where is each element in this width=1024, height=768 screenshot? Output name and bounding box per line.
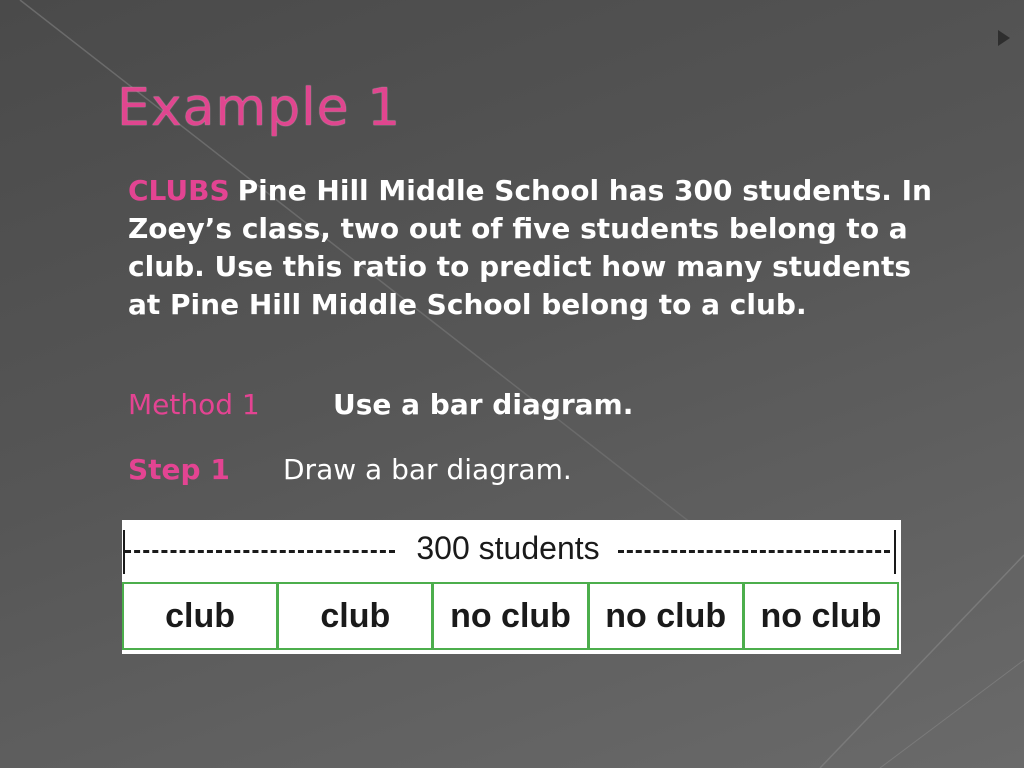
- part-cell: club: [279, 584, 434, 648]
- total-bracket: [122, 520, 901, 578]
- problem-text: Pine Hill Middle School has 300 students. In Zoey’s class, two out of five students belong to a club. Use this ratio to predict how many students at Pine Hill Middle School belong to a club.: [128, 174, 932, 321]
- part-cell: no club: [590, 584, 745, 648]
- part-cell: no club: [760, 596, 882, 635]
- bracket-left-dashes: [125, 550, 395, 553]
- bar-diagram: [122, 520, 901, 654]
- part-cell: no club: [434, 584, 589, 648]
- step-tag: Step 1: [128, 453, 230, 486]
- problem-tag: CLUBS: [128, 174, 230, 207]
- parts-row: [122, 582, 899, 650]
- bracket-right-tick: [894, 530, 896, 574]
- step-text: Draw a bar diagram.: [283, 453, 572, 486]
- bracket-right-dashes: [618, 550, 890, 553]
- method-tag: Method 1: [128, 388, 260, 421]
- step-row: [128, 451, 572, 489]
- slide-title: Example 1: [117, 78, 402, 138]
- problem-statement: [128, 172, 948, 324]
- part-cell: club: [124, 584, 279, 648]
- total-label: 300 students: [398, 530, 618, 567]
- method-row: [128, 386, 633, 424]
- method-text: Use a bar diagram.: [333, 388, 634, 421]
